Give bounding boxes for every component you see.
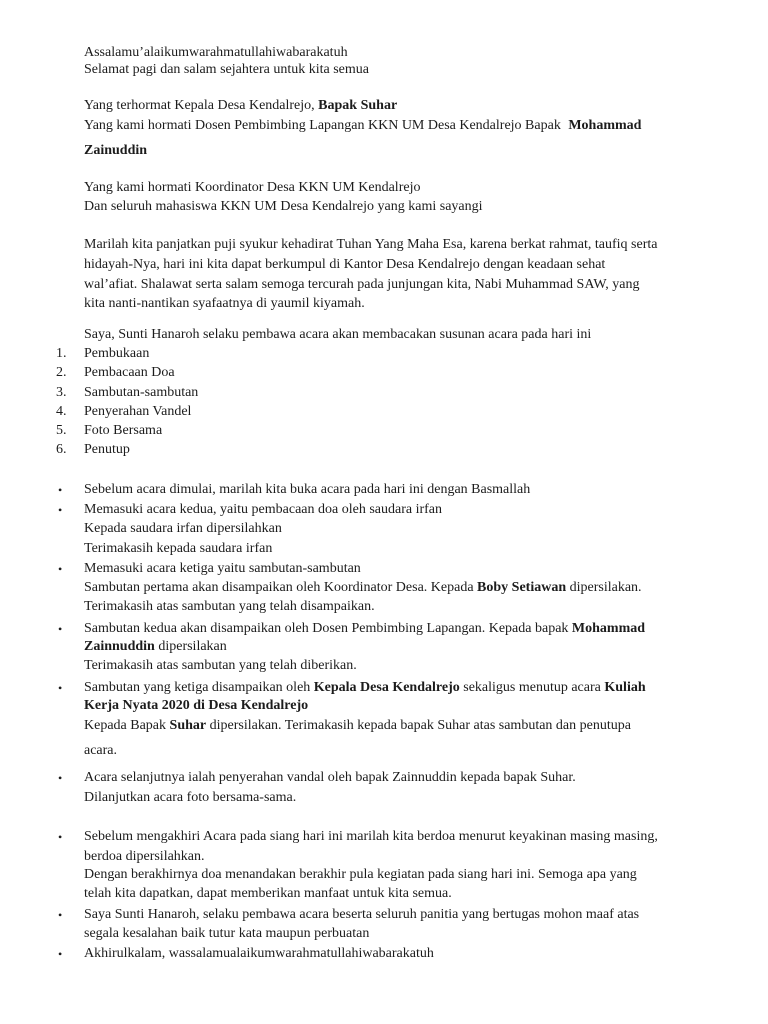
- bullet-6-line-2: Dilanjutkan acara foto bersama-sama.: [84, 790, 297, 805]
- bullet-marker: •: [58, 681, 63, 695]
- bullet-8-line-1: Saya Sunti Hanaroh, selaku pembawa acara beserta seluruh panitia yang bertugas mohon maaf atas: [84, 907, 640, 922]
- bullet-3-line-1: Memasuki acara ketiga yaitu sambutan-sambutan: [84, 561, 361, 576]
- opening-line-1: Marilah kita panjatkan puji syukur kehadirat Tuhan Yang Maha Esa, karena berkat rahmat, taufiq serta: [84, 237, 658, 252]
- bullet-5-line-4: acara.: [84, 743, 118, 758]
- bullet-5-text: dipersilakan. Terimakasih kepada bapak Suhar atas sambutan dan penutupa: [206, 718, 631, 733]
- agenda-item: Foto Bersama: [84, 423, 163, 438]
- bullet-6-line-1: Acara selanjutnya ialah penyerahan vandal oleh bapak Zainnuddin kepada bapak Suhar.: [84, 770, 576, 785]
- bullet-4-line-1: [84, 620, 645, 638]
- bullet-5-name: Suhar: [169, 718, 207, 733]
- bullet-5-line-3: [84, 717, 631, 735]
- bullet-5-line-2: [84, 697, 308, 715]
- salutation-dpl-name-1: Mohammad: [568, 118, 642, 133]
- bullet-marker: •: [58, 622, 63, 636]
- bullet-5-name: Kepala Desa Kendalrejo: [313, 680, 460, 695]
- salutation-mahasiswa: Dan seluruh mahasiswa KKN UM Desa Kendalrejo yang kami sayangi: [84, 199, 483, 214]
- bullet-7-line-4: telah kita dapatkan, dapat memberikan manfaat untuk kita semua.: [84, 886, 452, 901]
- bullet-3-text: Sambutan pertama akan disampaikan oleh Koordinator Desa. Kepada: [84, 580, 478, 595]
- bullet-4-line-2: [84, 638, 227, 656]
- greeting-line-2: Selamat pagi dan salam sejahtera untuk kita semua: [84, 62, 369, 77]
- salutation-dpl: [84, 117, 641, 135]
- salutation-kades: [84, 97, 397, 115]
- agenda-item: Pembacaan Doa: [84, 365, 175, 380]
- bullet-marker: •: [58, 908, 63, 922]
- opening-line-3: wal’afiat. Shalawat serta salam semoga tercurah pada junjungan kita, Nabi Muhammad SAW, yang: [84, 277, 640, 292]
- bullet-marker: •: [58, 483, 63, 497]
- salutation-dpl-name-2: Zainuddin: [84, 143, 148, 158]
- bullet-4-text: Sambutan kedua akan disampaikan oleh Dosen Pembimbing Lapangan. Kepada bapak: [84, 621, 572, 636]
- agenda-number: 4.: [56, 404, 67, 419]
- bullet-9-line-1: Akhirulkalam, wassalamualaikumwarahmatullahiwabarakatuh: [84, 946, 434, 961]
- bullet-3-line-3: Terimakasih atas sambutan yang telah disampaikan.: [84, 599, 375, 614]
- agenda-item: Sambutan-sambutan: [84, 385, 199, 400]
- bullet-marker: •: [58, 947, 63, 961]
- bullet-marker: •: [58, 562, 63, 576]
- agenda-item: Penutup: [84, 442, 130, 457]
- bullet-8-line-2: segala kesalahan baik tutur kata maupun perbuatan: [84, 926, 370, 941]
- bullet-7-line-1: Sebelum mengakhiri Acara pada siang hari ini marilah kita berdoa menurut keyakinan masing masing,: [84, 829, 658, 844]
- agenda-number: 6.: [56, 442, 67, 457]
- agenda-intro: Saya, Sunti Hanaroh selaku pembawa acara akan membacakan susunan acara pada hari ini: [84, 327, 592, 342]
- bullet-4-name: Zainnuddin: [84, 639, 155, 654]
- agenda-item: Pembukaan: [84, 346, 150, 361]
- bullet-5-text: sekaligus menutup acara: [459, 680, 605, 695]
- opening-line-4: kita nanti-nantikan syafaatnya di yaumil kiyamah.: [84, 296, 365, 311]
- bullet-marker: •: [58, 830, 63, 844]
- opening-line-2: hidayah-Nya, hari ini kita dapat berkumpul di Kantor Desa Kendalrejo dengan keadaan sehat: [84, 257, 606, 272]
- agenda-number: 5.: [56, 423, 67, 438]
- bullet-7-line-3: Dengan berakhirnya doa menandakan berakhir pula kegiatan pada siang hari ini. Semoga apa yang: [84, 867, 637, 882]
- bullet-2-line-2: Kepada saudara irfan dipersilahkan: [84, 521, 282, 536]
- bullet-4-name: Mohammad: [571, 621, 646, 636]
- bullet-2-line-3: Terimakasih kepada saudara irfan: [84, 541, 273, 556]
- agenda-number: 2.: [56, 365, 67, 380]
- bullet-7-line-2: berdoa dipersilahkan.: [84, 849, 205, 864]
- bullet-3-name: Boby Setiawan: [477, 580, 567, 595]
- agenda-number: 3.: [56, 385, 67, 400]
- salutation-kades-prefix: Yang terhormat Kepala Desa Kendalrejo,: [84, 98, 319, 113]
- salutation-kades-name: Bapak Suhar: [318, 98, 398, 113]
- salutation-dpl-line-2: [84, 142, 147, 160]
- bullet-marker: •: [58, 503, 63, 517]
- bullet-5-line-1: [84, 679, 646, 697]
- salutation-dpl-prefix: Yang kami hormati Dosen Pembimbing Lapangan KKN UM Desa Kendalrejo Bapak: [84, 118, 565, 133]
- greeting-line-1: Assalamu’alaikumwarahmatullahiwabarakatuh: [84, 45, 348, 60]
- bullet-3-text: dipersilakan.: [566, 580, 642, 595]
- bullet-5-text: Kepada Bapak: [84, 718, 170, 733]
- bullet-3-line-2: [84, 579, 642, 597]
- bullet-marker: •: [58, 771, 63, 785]
- bullet-1-line-1: Sebelum acara dimulai, marilah kita buka acara pada hari ini dengan Basmallah: [84, 482, 531, 497]
- agenda-item: Penyerahan Vandel: [84, 404, 192, 419]
- bullet-5-event: Kerja Nyata 2020 di Desa Kendalrejo: [84, 698, 309, 713]
- bullet-5-text: Sambutan yang ketiga disampaikan oleh: [84, 680, 314, 695]
- bullet-2-line-1: Memasuki acara kedua, yaitu pembacaan doa oleh saudara irfan: [84, 502, 442, 517]
- salutation-koordinator: Yang kami hormati Koordinator Desa KKN UM Kendalrejo: [84, 180, 421, 195]
- bullet-4-line-3: Terimakasih atas sambutan yang telah diberikan.: [84, 658, 357, 673]
- agenda-number: 1.: [56, 346, 67, 361]
- bullet-4-text: dipersilakan: [154, 639, 227, 654]
- bullet-5-event: Kuliah: [604, 680, 646, 695]
